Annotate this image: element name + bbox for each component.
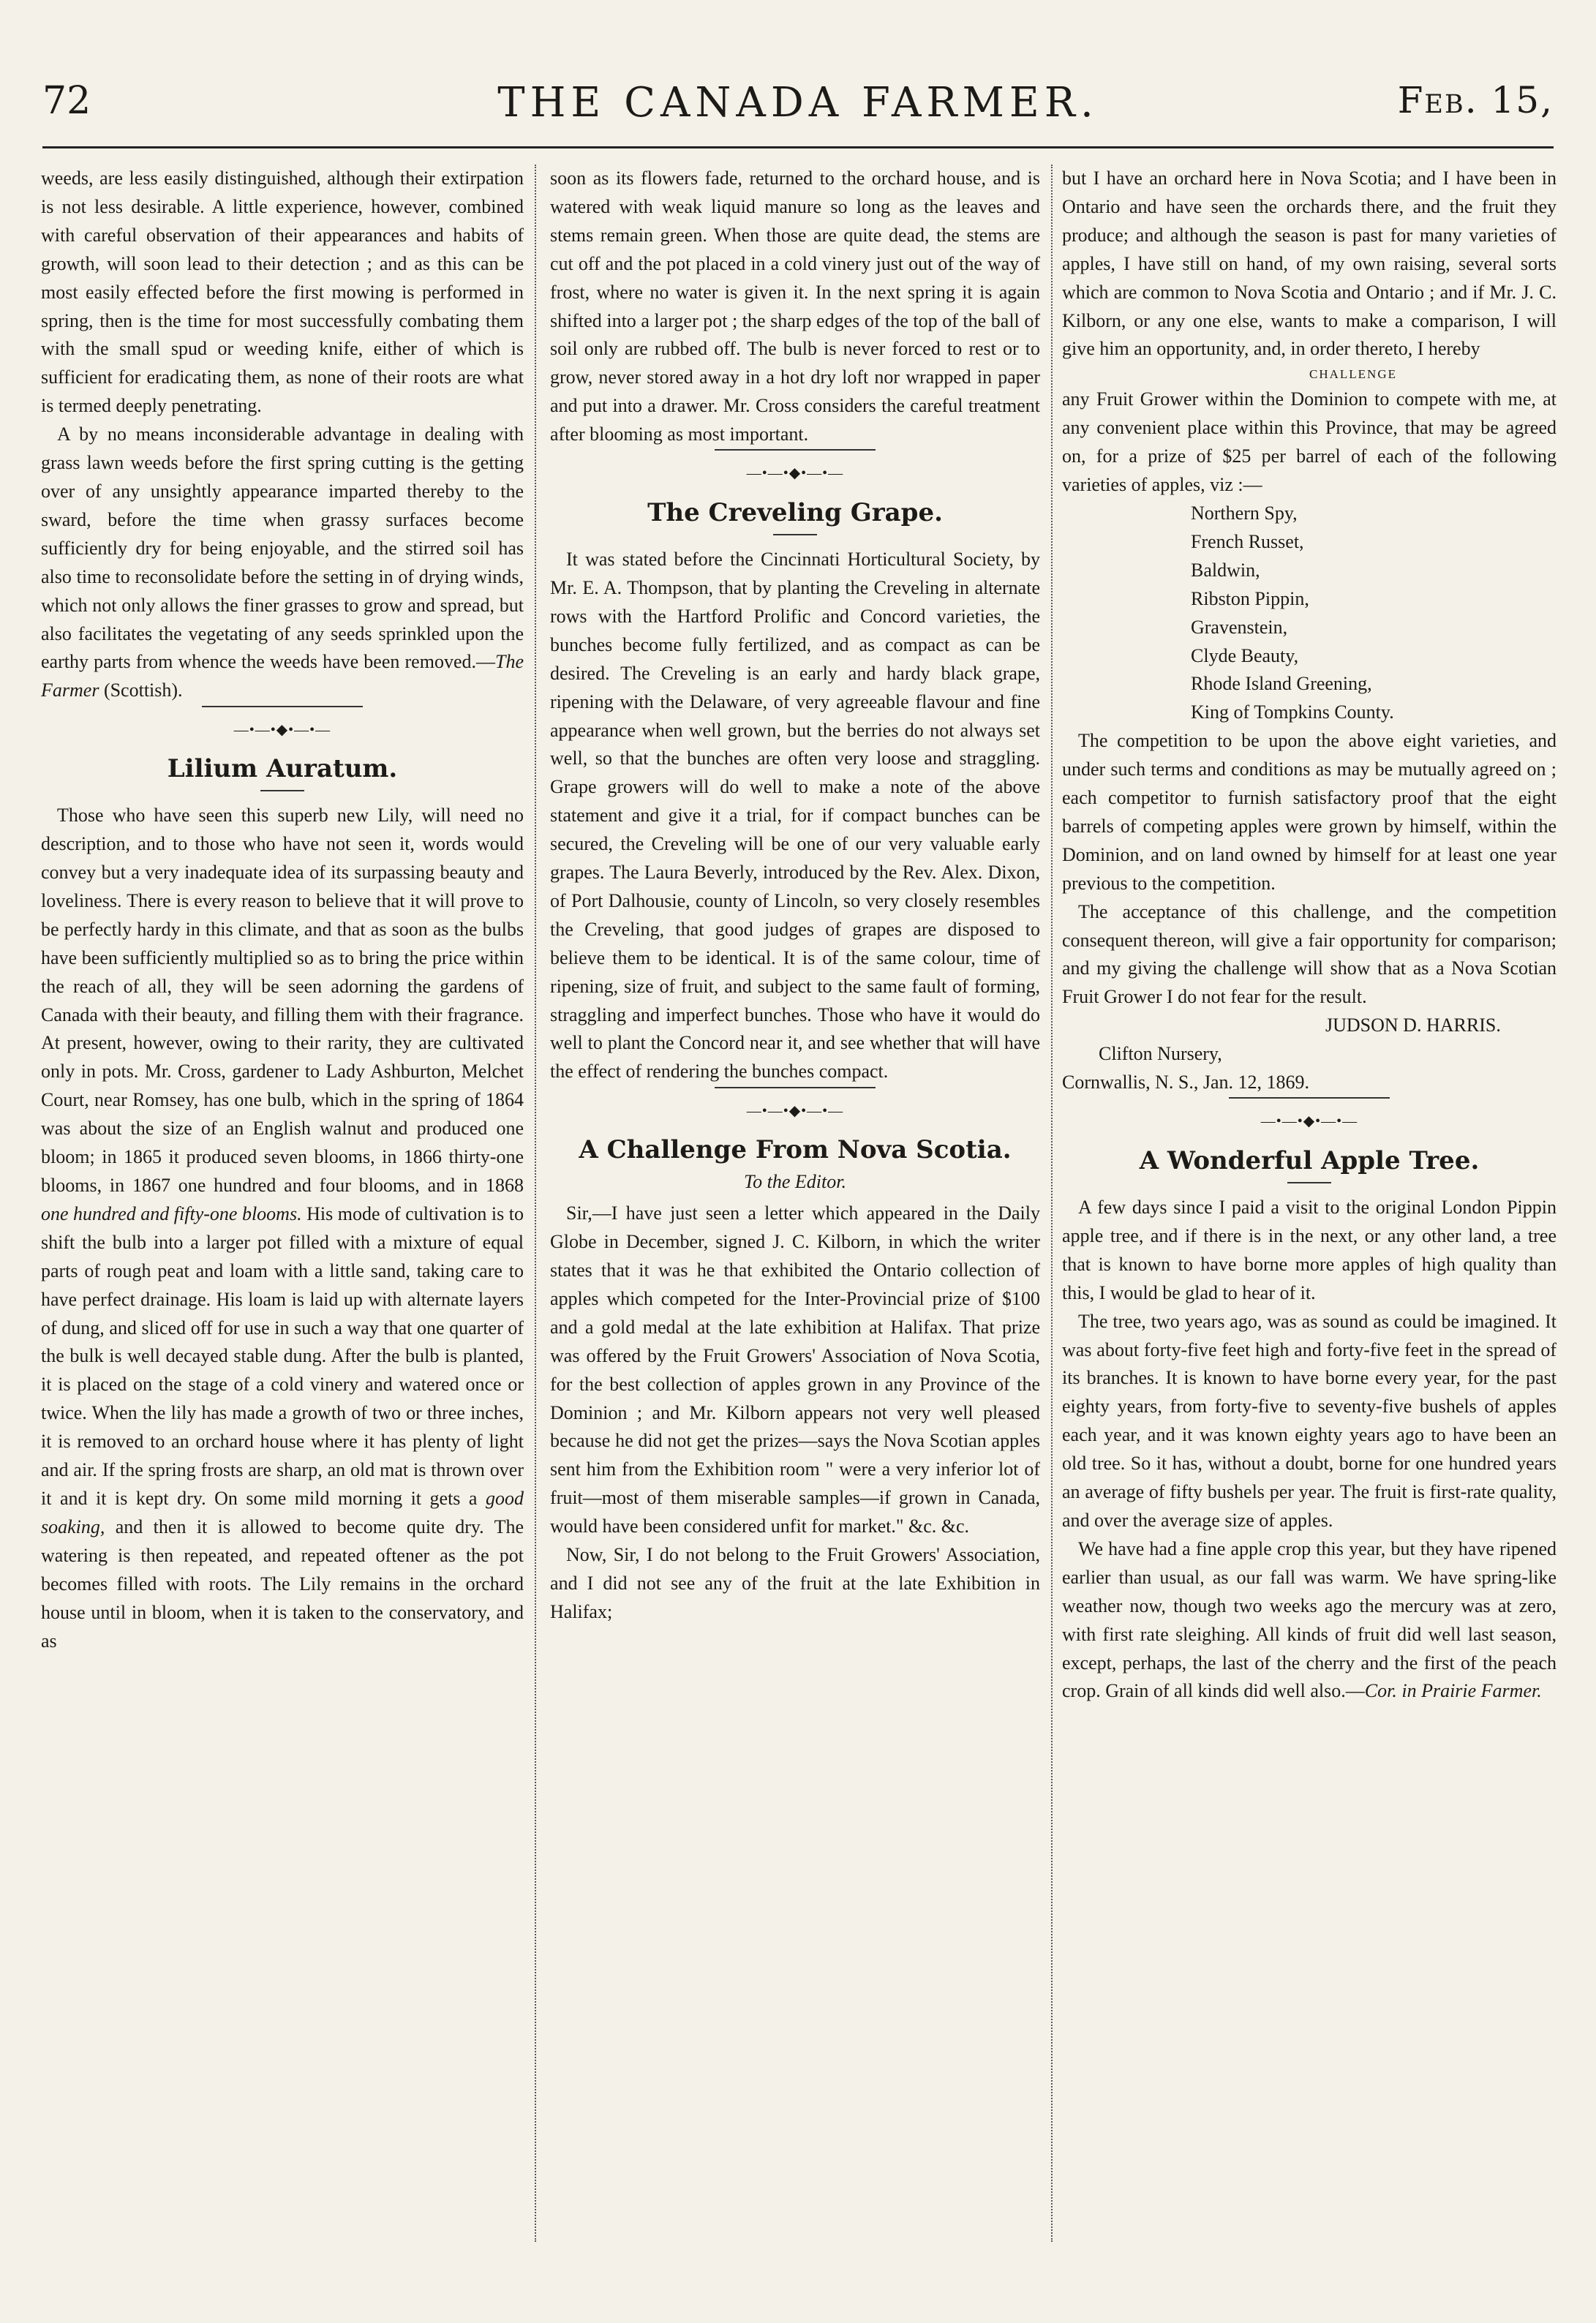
column-3 [1062, 165, 1557, 2278]
section-ornament: —•—•◆•—•— [550, 1086, 1040, 1132]
apple-tree-paragraph-3: We have had a fine apple crop this year, but they have ripened earlier than usual, as our fall was warm. We have spring-like weather now, though two weeks ago the mercury was at zero, with first rate sleighing. All kinds of fruit did well last season, except, perhaps, the last of the cherry and the first of the peach crop. Grain of all kinds did well also.—Cor. in Prairie Farmer. [1062, 1537, 1557, 1702]
to-the-editor: To the Editor. [744, 1171, 846, 1193]
challenge-heading: A Challenge From Nova Scotia. [579, 1135, 1012, 1165]
location-line-2: Cornwallis, N. S., Jan. 12, 1869. [1062, 1072, 1309, 1093]
lawn-weeds-paragraph-2: A by no means inconsiderable advantage in dealing with grass lawn weeds before the first spring cutting is the getting over of any unsightly appearance imparted thereby to the sward, before the time when grassy surfaces become sufficiently dry for being enjoyable, and the stirred soil has also time to reconsolidate before the setting in of drying winds, which not only allows the finer grasses to grow and spread, but also facilitates the vegetating of any seeds sprinkled upon the earthy parts from whence the weeds have been removed.—The Farmer (Scottish). [41, 423, 524, 701]
challenge-label: CHALLENGE [1309, 367, 1397, 382]
list-item: Northern Spy, [1191, 502, 1298, 524]
location-line-1: Clifton Nursery, [1099, 1043, 1222, 1065]
header-rule [42, 146, 1554, 148]
section-ornament: —•—•◆•—•— [41, 705, 524, 750]
heading-rule [1287, 1182, 1331, 1183]
source-citation: The Farmer [41, 651, 524, 701]
list-item: French Russet, [1191, 530, 1304, 552]
newspaper-title: THE CANADA FARMER. [497, 79, 1099, 127]
lilium-paragraph: Those who have seen this superb new Lily, will need no description, and to those who have not seen it, words would convey but a very inadequate idea of its surpassing beauty and loveliness. There is every reason to believe that it will prove to be perfectly hardy in this climate, and that as soon as the bulbs have been sufficiently multiplied so as to bring the price within the reach of all, they will be seen adorning the gardens of Canada with their beauty, and filling them with their fragrance. At present, however, owing to their rarity, they are cultivated only in pots. Mr. Cross, gardener to Lady Ashburton, Melchet Court, near Romsey, has one bulb, which in the spring of 1864 was about the size of an English walnut and produced one bloom; in 1865 it produced seven blooms, in 1866 thirty-one blooms, in 1867 one hundred and four blooms, and in 1868 one hundred and fifty-one blooms. His mode of cultivation is to shift the bulb into a larger pot filled with a mixture of equal parts of rough peat and loam with a little sand, taking care to have perfect drainage. His loam is laid up with alternate layers of dung, and sliced off for use in such a way that one quarter of the bulk is well decayed stable dung. After the bulb is planted, it is placed on the stage of a cold vinery and watered once or twice. When the lily has made a growth of two or three inches, it is removed to an orchard house where it has plenty of light and air. If the spring frosts are sharp, an old mat is thrown over it and it is kept dry. On some mild morning it gets a good soaking, and then it is allowed to become quite dry. The watering is then repeated, and repeated oftener as the pot becomes filled with roots. The Lily remains in the orchard house until in bloom, when it is taken to the conservatory, and as [41, 805, 524, 1652]
column-divider-2 [1051, 165, 1053, 2242]
list-item: Ribston Pippin, [1191, 587, 1309, 609]
signature: JUDSON D. HARRIS. [1325, 1014, 1501, 1036]
creveling-grape-paragraph: It was stated before the Cincinnati Horticultural Society, by Mr. E. A. Thompson, that by planting the Creveling in alternate rows with the Hartford Prolific and Concord varieties, the bunches become fully fertilized, and as compact as can be desired. The Creveling is an early and hardy black grape, ripening with the Delaware, of very agreeable flavour and fine appearance when well grown, but the berries do not always set well, so that the bunches are often very loose and straggling. Grape growers will do well to make a note of the above statement and give it a trial, for if compact bunches can be secured, the Creveling will be one of our very valuable early grapes. The Laura Beverly, introduced by the Rev. Alex. Dixon, of Port Dalhousie, county of Lincoln, so very closely resembles the Creveling, that good judges of grapes are disposed to believe them to be identical. It is of the same colour, time of ripening, size of fruit, and subject to the same fault of forming, straggling and imperfect bunches. Those who have it would do well to plant the Concord near it, and see whether that will have the effect of rendering the bunches compact. [550, 549, 1040, 1083]
challenge-letter-paragraph-2: Now, Sir, I do not belong to the Fruit Growers' Association, and I did not see any of the fruit at the late Exhibition in Halifax; [550, 1544, 1040, 1622]
apple-tree-paragraph-1: A few days since I paid a visit to the original London Pippin apple tree, and if there is in the next, or any other land, a tree that is known to have borne more apples of high quality than this, I would be glad to hear of it. [1062, 1197, 1557, 1303]
lilium-continued-paragraph: soon as its flowers fade, returned to the orchard house, and is watered with weak liquid manure so long as the leaves and stems remain green. When those are quite dead, the stems are cut off and the pot placed in a cold vinery just out of the way of frost, where no water is given it. In the next spring it is again shifted into a larger pot ; the sharp edges of the top of the ball of soil only are rubbed off. The bulb is never forced to rest or to grow, never stored away in a hot dry loft nor wrapped in paper and put into a drawer. Mr. Cross considers the careful treatment after blooming as most important. [550, 167, 1040, 445]
creveling-grape-heading: The Creveling Grape. [647, 498, 943, 528]
column-divider-1 [535, 165, 536, 2242]
acceptance-paragraph: The acceptance of this challenge, and the competition consequent thereon, will give a fair opportunity for comparison; and my giving the challenge will show that as a Nova Scotian Fruit Grower I do not fear for the result. [1062, 900, 1557, 1008]
list-item: Rhode Island Greening, [1191, 673, 1372, 695]
source-citation: Cor. in Prairie Farmer. [1364, 1680, 1542, 1702]
challenge-letter-paragraph-3: but I have an orchard here in Nova Scotia; and I have been in Ontario and have seen the orchards there, and the fruit they produce; and although the season is past for many varieties of apples, I have still on hand, of my own raising, several sorts which are common to Nova Scotia and Ontario ; and if Mr. J. C. Kilborn, or any one else, wants to make a comparison, I will give him an opportunity, and, in order thereto, I hereby [1062, 167, 1557, 360]
list-item: Baldwin, [1191, 559, 1260, 581]
list-item: King of Tompkins County. [1191, 701, 1394, 723]
challenge-terms-paragraph: any Fruit Grower within the Dominion to compete with me, at any convenient place within this Province, that may be agreed on, for a prize of $25 per barrel of each of the following varieties of apples, viz :— [1062, 388, 1557, 496]
section-ornament: —•—•◆•—•— [1062, 1097, 1557, 1142]
heading-rule [773, 534, 817, 535]
list-item: Gravenstein, [1191, 616, 1288, 638]
wonderful-apple-tree-heading: A Wonderful Apple Tree. [1139, 1146, 1480, 1175]
page-number: 72 [42, 79, 91, 123]
competition-paragraph: The competition to be upon the above eight varieties, and under such terms and conditions as may be mutually agreed on ; each competitor to furnish satisfactory proof that the eight barrels of competing apples were grown by himself, within the Dominion, and on land owned by himself for at least one year previous to the competition. [1062, 730, 1557, 894]
column-1 [41, 165, 524, 2278]
lilium-auratum-heading: Lilium Auratum. [167, 754, 398, 784]
masthead [42, 79, 1554, 145]
lawn-weeds-paragraph-1: weeds, are less easily distinguished, although their extirpation is not less desirable. A little experience, however, combined with careful observation of their appearances and habits of growth, will soon lead to their detection ; and as this can be most easily effected before the first mowing is performed in spring, then is the time for most successfully combating them with the small spud or weeding knife, either of which is sufficient for eradicating them, as none of their roots are what is termed deeply penetrating. [41, 167, 524, 417]
apple-varieties-list [1062, 500, 1557, 727]
list-item: Clyde Beauty, [1191, 644, 1299, 666]
challenge-letter-paragraph-1: Sir,—I have just seen a letter which appeared in the Daily Globe in December, signed J. C. Kilborn, in which the writer states that it was he that exhibited the Ontario collection of apples which competed for the Inter-Provincial prize of $100 and a gold medal at the late exhibition at Halifax. That prize was offered by the Fruit Growers' Association of Nova Scotia, for the best collection of apples grown in any Province of the Dominion ; and Mr. Kilborn appears not very well pleased because he did not get the prizes—says the Nova Scotian apples sent him from the Exhibition room " were a very inferior lot of fruit—most of them miserable samples—if grown in Canada, would have been considered unfit for market." &c. &c. [550, 1202, 1040, 1537]
column-2 [550, 165, 1040, 2278]
heading-rule [260, 790, 304, 791]
apple-tree-paragraph-2: The tree, two years ago, was as sound as could be imagined. It was about forty-five feet high and forty-five feet in the spread of its branches. It is known to have borne every year, for the past eighty years, from forty-five to seventy-five bushels of apples each year, and it was known eighty years ago to have been an old tree. So it has, without a doubt, borne for one hundred years an average of fifty bushels per year. The fruit is first-rate quality, and over the average size of apples. [1062, 1310, 1557, 1531]
issue-date: Feb. 15, [1397, 79, 1554, 121]
section-ornament: —•—•◆•—•— [550, 449, 1040, 494]
